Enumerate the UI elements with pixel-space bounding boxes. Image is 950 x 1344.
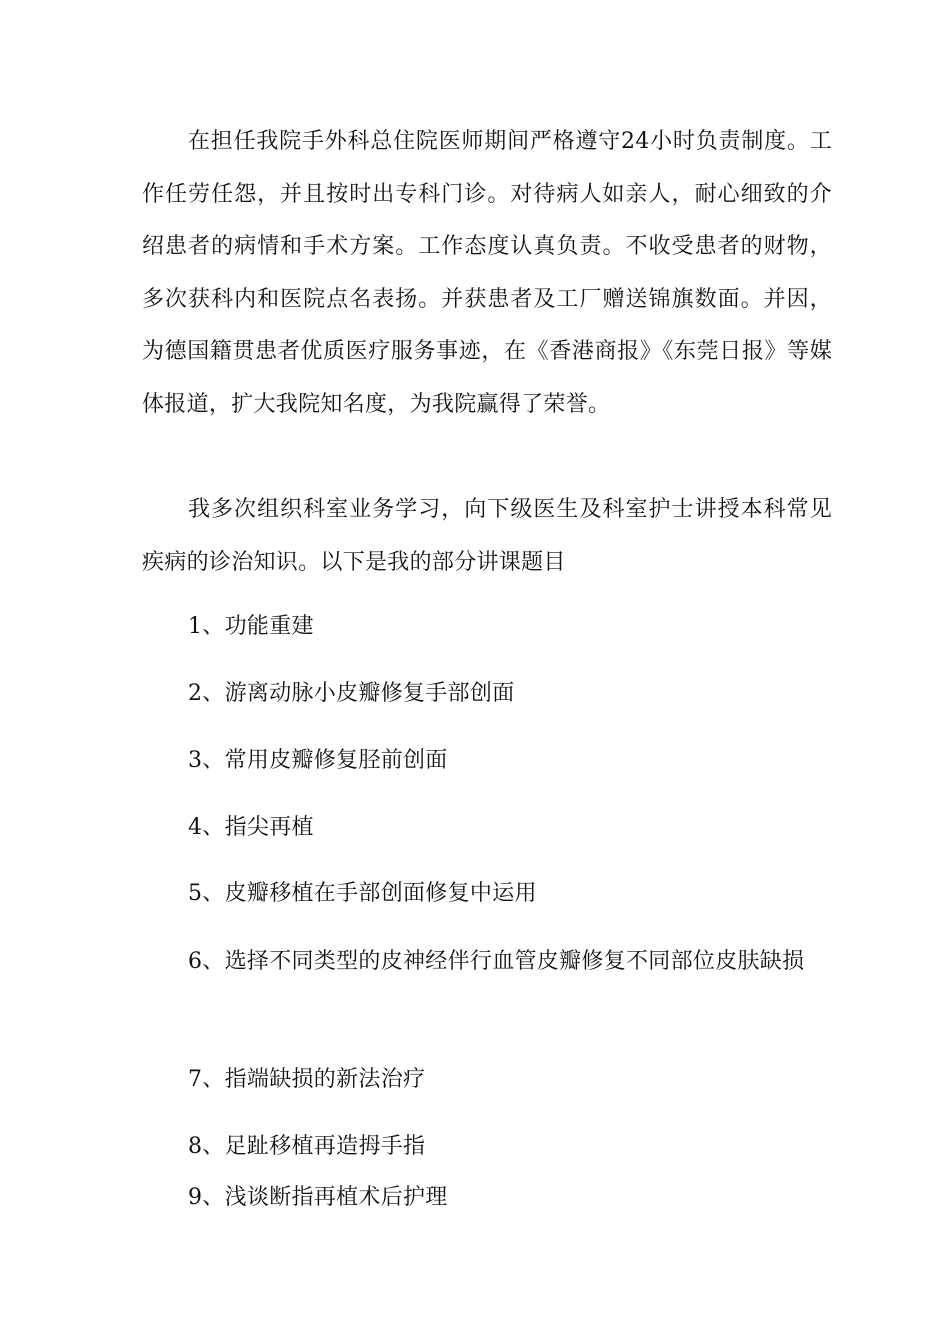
list-item-topic-7: 7、指端缺损的新法治疗 bbox=[188, 1067, 426, 1092]
list-item-topic-1: 1、功能重建 bbox=[188, 614, 314, 639]
list-item-topic-3: 3、常用皮瓣修复胫前创面 bbox=[188, 748, 448, 773]
list-item-topic-8: 8、足趾移植再造拇手指 bbox=[188, 1134, 426, 1159]
list-item-topic-9: 9、浅谈断指再植术后护理 bbox=[188, 1185, 448, 1210]
list-item-topic-5: 5、皮瓣移植在手部创面修复中运用 bbox=[188, 881, 537, 906]
paragraph-duties: 在担任我院手外科总住院医师期间严格遵守24小时负责制度。工作任劳任怨，并且按时出专科门诊。对待病人如亲人，耐心细致的介绍患者的病情和手术方案。工作态度认真负责。不收受患者的财物，多次获科内和医院点名表扬。并获患者及工厂赠送锦旗数面。并因，为德国籍贯患者优质医疗服务事迹，在《香港商报》《东莞日报》等媒体报道，扩大我院知名度，为我院赢得了荣誉。 bbox=[142, 129, 832, 417]
list-item-topic-4: 4、指尖再植 bbox=[188, 815, 314, 840]
list-item-topic-6: 6、选择不同类型的皮神经伴行血管皮瓣修复不同部位皮肤缺损 bbox=[188, 949, 805, 974]
list-item-topic-2: 2、游离动脉小皮瓣修复手部创面 bbox=[188, 681, 515, 706]
paragraph-teaching: 我多次组织科室业务学习，向下级医生及科室护士讲授本科常见疾病的诊治知识。以下是我的部分讲课题目 bbox=[142, 497, 832, 575]
